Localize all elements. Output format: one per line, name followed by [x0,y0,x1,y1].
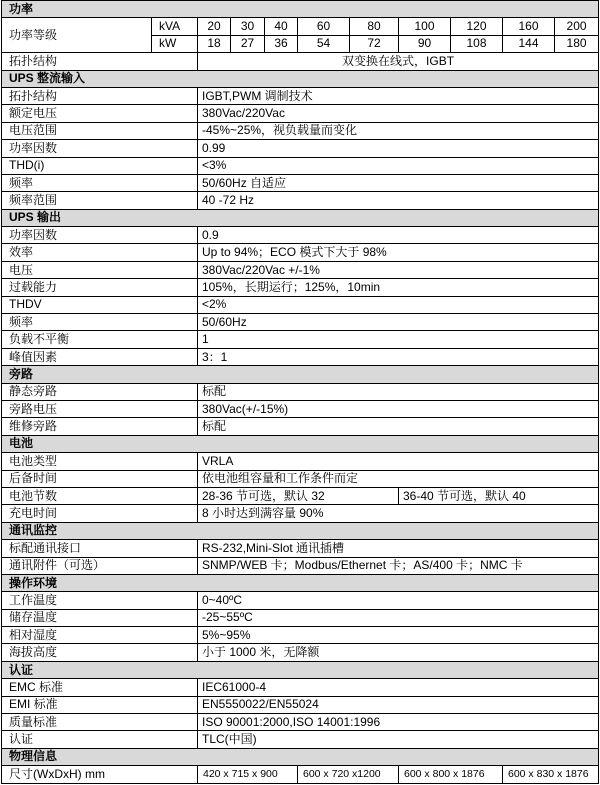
spec-label: 相对湿度 [2,627,198,644]
spec-value: 380Vac(+/-15%) [198,400,599,417]
spec-label: THDV [2,296,198,313]
spec-label: THD(i) [2,157,198,174]
spec-label: 频率范围 [2,192,198,209]
spec-label: 负载不平衡 [2,331,198,348]
section-physical-header [2,748,599,765]
row-env-altitude [2,644,599,661]
spec-value: 105%，长期运行；125%，10min [198,279,599,296]
row-output-frequency [2,314,599,331]
row-bypass-voltage [2,400,599,417]
spec-label: 功率因数 [2,227,198,244]
row-input-voltage-range [2,122,599,139]
kva-unit-label: kVA [152,18,198,35]
row-cert-emi [2,696,599,713]
row-input-thdi [2,157,599,174]
row-output-load-unbalance [2,331,599,348]
row-battery-cell-count [2,487,599,504]
row-power-rating-kva [2,18,599,35]
kw-value: 180 [555,35,599,52]
kw-value: 144 [503,35,555,52]
spec-label: 频率 [2,174,198,191]
row-physical-dimensions [2,766,599,784]
spec-value: 5%~95% [198,627,599,644]
kw-value: 18 [198,35,231,52]
kva-value: 160 [503,18,555,35]
spec-value: 标配 [198,383,599,400]
spec-label: 拓扑结构 [2,87,198,104]
row-power-topology [2,53,599,70]
kva-value: 40 [265,18,298,35]
spec-label: 静态旁路 [2,383,198,400]
dimension-value: 600 x 720 x1200 [298,766,399,784]
spec-label: 额定电压 [2,105,198,122]
spec-label: 标配通讯接口 [2,540,198,557]
row-output-power-factor [2,227,599,244]
section-title: 旁路 [2,366,599,383]
spec-label: 后备时间 [2,470,198,487]
spec-label: 电压 [2,261,198,278]
dimension-value: 600 x 800 x 1876 [399,766,503,784]
kva-value: 120 [451,18,503,35]
spec-table [1,0,599,784]
row-output-overload [2,279,599,296]
row-env-operating-temp [2,592,599,609]
row-input-rated-voltage [2,105,599,122]
spec-value: 双变换在线式，IGBT [198,53,599,70]
row-env-storage-temp [2,609,599,626]
spec-label: 峰值因素 [2,348,198,365]
spec-label: 质量标准 [2,714,198,731]
power-rating-label: 功率等级 [2,18,152,53]
spec-value: IGBT,PWM 调制技术 [198,87,599,104]
row-input-power-factor [2,140,599,157]
section-output-header [2,209,599,226]
spec-label: 电池类型 [2,453,198,470]
row-output-voltage [2,261,599,278]
kva-value: 80 [350,18,399,35]
spec-value: ISO 90001:2000,ISO 14001:1996 [198,714,599,731]
row-bypass-maintenance [2,418,599,435]
row-output-efficiency [2,244,599,261]
section-title: 通讯监控 [2,522,599,539]
spec-value: 50/60Hz 自适应 [198,174,599,191]
kva-value: 20 [198,18,231,35]
spec-label: 电池节数 [2,487,198,504]
section-title: 认证 [2,661,599,678]
section-title: 功率 [2,1,599,18]
kw-value: 36 [265,35,298,52]
spec-value: <2% [198,296,599,313]
spec-label: 功率因数 [2,140,198,157]
spec-label: 储存温度 [2,609,198,626]
spec-label: EMC 标准 [2,679,198,696]
spec-value: -25~55ºC [198,609,599,626]
section-bypass-header [2,366,599,383]
spec-label: 频率 [2,314,198,331]
spec-value: 标配 [198,418,599,435]
row-env-humidity [2,627,599,644]
row-battery-charge-time [2,505,599,522]
spec-label: 尺寸(WxDxH) mm [2,766,198,784]
kva-value: 200 [555,18,599,35]
row-comm-optional-accessories [2,557,599,574]
section-title: UPS 整流输入 [2,70,599,87]
section-title: 物理信息 [2,748,599,765]
spec-label: EMI 标准 [2,696,198,713]
dimension-value: 600 x 830 x 1876 [503,766,599,784]
spec-value: 28-36 节可选，默认 32 [198,487,399,504]
row-comm-standard-interface [2,540,599,557]
kw-value: 90 [399,35,451,52]
row-battery-backup-time [2,470,599,487]
row-output-thdv [2,296,599,313]
spec-value: 50/60Hz [198,314,599,331]
section-certification-header [2,661,599,678]
spec-value: Up to 94%；ECO 模式下大于 98% [198,244,599,261]
section-power-header [2,1,599,18]
spec-value: 1 [198,331,599,348]
spec-label: 旁路电压 [2,400,198,417]
spec-value: EN5550022/EN55024 [198,696,599,713]
section-title: UPS 输出 [2,209,599,226]
row-battery-type [2,453,599,470]
spec-value: 40 -72 Hz [198,192,599,209]
section-environment-header [2,574,599,591]
spec-value: VRLA [198,453,599,470]
spec-value: 依电池组容量和工作条件而定 [198,470,599,487]
row-output-crest-factor [2,348,599,365]
spec-label: 海拔高度 [2,644,198,661]
spec-label: 拓扑结构 [2,53,198,70]
section-title: 操作环境 [2,574,599,591]
spec-value: 380Vac/220Vac +/-1% [198,261,599,278]
spec-value: 0.9 [198,227,599,244]
row-input-frequency-range [2,192,599,209]
kw-value: 54 [298,35,350,52]
kva-value: 60 [298,18,350,35]
row-cert-emc [2,679,599,696]
kva-value: 30 [231,18,265,35]
spec-label: 维修旁路 [2,418,198,435]
section-battery-header [2,435,599,452]
spec-label: 过载能力 [2,279,198,296]
spec-value: 0~40ºC [198,592,599,609]
kw-unit-label: kW [152,35,198,52]
spec-label: 电压范围 [2,122,198,139]
section-communication-header [2,522,599,539]
spec-value: SNMP/WEB 卡；Modbus/Ethernet 卡；AS/400 卡；NMC 卡 [198,557,599,574]
kw-value: 72 [350,35,399,52]
spec-label: 效率 [2,244,198,261]
row-cert-quality [2,714,599,731]
spec-value: 8 小时达到满容量 90% [198,505,599,522]
spec-label: 工作温度 [2,592,198,609]
spec-value: <3% [198,157,599,174]
spec-value: 小于 1000 米，无降额 [198,644,599,661]
spec-value: RS-232,Mini-Slot 通讯插槽 [198,540,599,557]
row-cert-certification [2,731,599,748]
spec-value: 380Vac/220Vac [198,105,599,122]
dimension-value: 420 x 715 x 900 [198,766,298,784]
spec-value: TLC(中国) [198,731,599,748]
section-rectifier-input-header [2,70,599,87]
spec-value: -45%~25%，视负载量而变化 [198,122,599,139]
row-input-topology [2,87,599,104]
spec-label: 认证 [2,731,198,748]
kw-value: 108 [451,35,503,52]
spec-label: 通讯附件（可选） [2,557,198,574]
spec-value: 0.99 [198,140,599,157]
section-title: 电池 [2,435,599,452]
kw-value: 27 [231,35,265,52]
spec-value: 36-40 节可选，默认 40 [399,487,599,504]
spec-label: 充电时间 [2,505,198,522]
spec-value: 3：1 [198,348,599,365]
kva-value: 100 [399,18,451,35]
row-bypass-static [2,383,599,400]
row-input-frequency [2,174,599,191]
spec-value: IEC61000-4 [198,679,599,696]
